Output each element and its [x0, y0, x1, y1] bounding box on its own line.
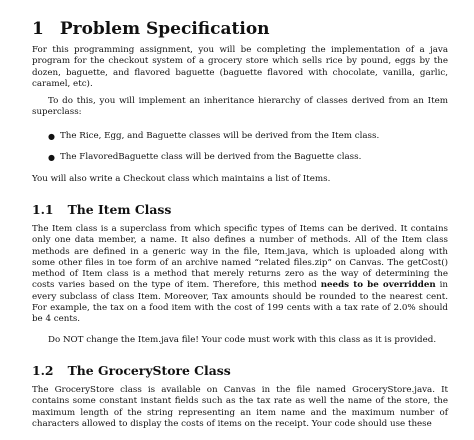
list-item: ● The FlavoredBaguette class will be derived from the Baguette class.: [48, 152, 362, 163]
todo-paragraph: To do this, you will implement an inheritance hierarchy of classes derived from an Item superclass:: [32, 96, 448, 118]
class-hierarchy-list: [48, 131, 448, 164]
section-1-heading: [32, 19, 270, 39]
section-1-2-heading: 1.2 The GroceryStore Class: [32, 363, 231, 378]
warning-paragraph: Do NOT change the Item.java file! Your code must work with this class as it is provided.: [48, 335, 437, 345]
intro-paragraph: For this programming assignment, you will be completing the implementation of a java program for the checkout system of a grocery store which sells rice by pound, eggs by the dozen, baguette, and flavored baguette (baguette flavored with chocolate, vanilla, garlic, caramel, etc).: [32, 45, 448, 89]
section-1-1-heading: 1.1 The Item Class: [32, 202, 172, 217]
checkout-paragraph: You will also write a Checkout class which maintains a list of Items.: [32, 174, 331, 184]
bullet-icon: ●: [48, 153, 55, 163]
grocery-store-paragraph: The GroceryStore class is available on Canvas in the file named GroceryStore.java. It contains some constant instant fields such as the tax rate as well the name of the store, the maximum length of the string representing an item name and the maximum number of characters allowed to display the costs of items on the receipt. Your code should use these: [32, 385, 448, 429]
section-number: 1: [32, 19, 44, 39]
emphasis-text: needs to be overridden: [320, 280, 436, 291]
section-title: Problem Specification: [59, 19, 270, 39]
list-item: ● The Rice, Egg, and Baguette classes will be derived from the Item class.: [48, 131, 380, 141]
item-class-paragraph: The Item class is a superclass from which specific types of Items can be derived. It contains only one data member, a name. It also defines a number of methods. All of the Item class methods are defined in a generic way in the file, Item.java, which is uploaded along with some other files in toe form of an archive named “related files.zip” on Canvas. The getCost() method of Item class is a method that merely returns zero as the way of determining the costs varies based on the type of item. Therefore, this method needs to be overridden in every subclass of class Item. Moreover, Tax amounts should be rounded to the nearest cent. For example, the tax on a food item with the cost of 199 cents with a tax rate of 2.0% should be 4 cents.: [32, 224, 448, 325]
bullet-icon: ●: [48, 132, 55, 141]
